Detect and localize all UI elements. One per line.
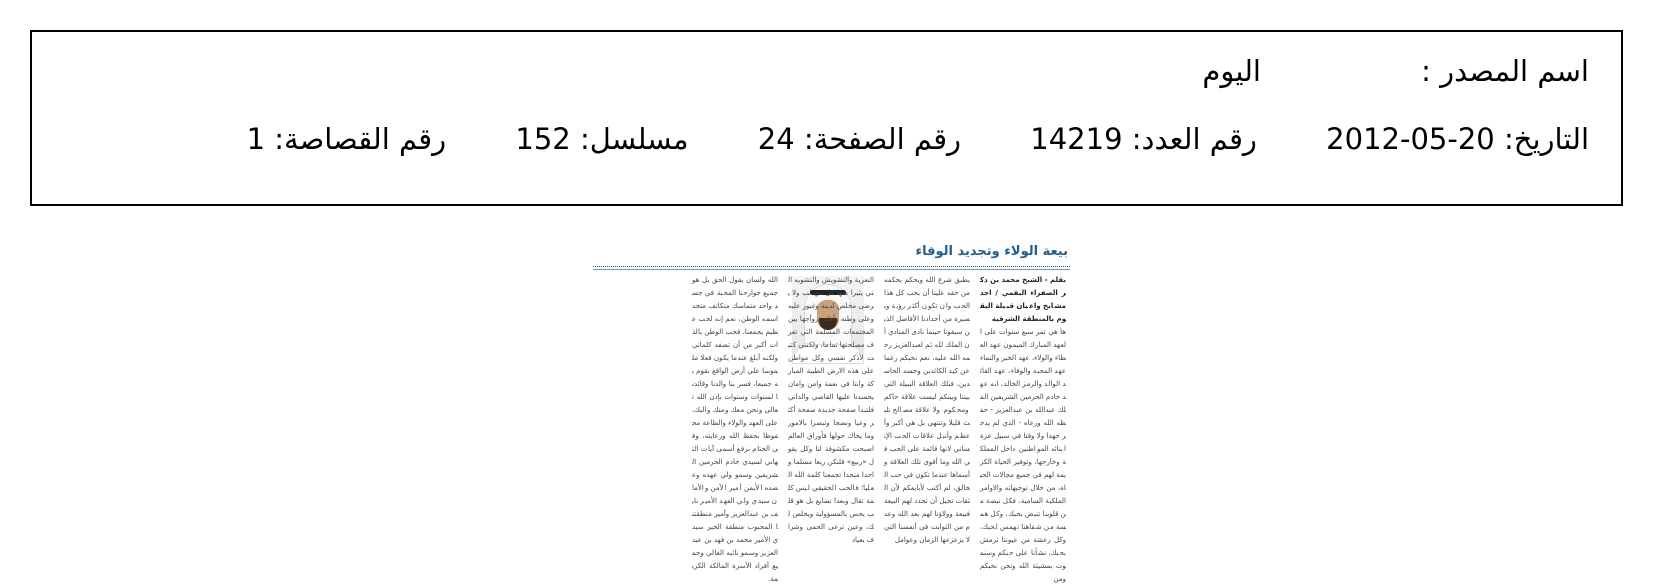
header-box [30, 30, 1623, 206]
article-column-1 [980, 274, 1066, 583]
page-field: رقم الصفحة: 24 [757, 122, 962, 156]
meta-line [247, 122, 1589, 156]
headline-rule-solid [593, 269, 1070, 270]
date-field: التاريخ: 20-05-2012 [1326, 122, 1589, 156]
article-byline: بقلم - الشيخ محمد بن ذكر الصفراء البقمي / احد مشايخ واعيان قبيلة البقوم بالمنطقة الشرقية [980, 276, 1066, 323]
headline-rule [593, 266, 1070, 267]
clip-field: رقم القصاصة: 1 [246, 122, 447, 156]
source-label: اسم المصدر : [1421, 54, 1589, 88]
serial-field: مسلسل: 152 [515, 122, 689, 156]
issue-field: رقم العدد: 14219 [1030, 122, 1257, 156]
source-value: اليوم [1202, 54, 1261, 88]
article-headline: بيعة الولاء وتجديد الوفاء [915, 244, 1068, 259]
article-column-3: التعرية والتشويش والتشويه التي يثيرا منها كل ذي لب ولا يرضى مخلص لدينه وغيور عليه وعلى وطنه وأهله بروأجها بين المجتمعات المسلمة التي تعرف مصلحتها تماما، ولكنني كتبت لأذكر نفسي وكل مواطن على هذه الارض الطيبة المباركة وانتا في نعمة وامن وامان يحسدنا عليها القاصي والداني فلتبدأ صفحة جديدة صفحة أكثر وعيا ونضجا وتبصرا بالامور وما يحاك حولها فأوراق العالم اصبحت مكشوفة لنا وكل يقول «ربيع» فلنكن ربعا مسلما واحدا متحدا تجمعنا كلمة الله العليا؛ فالحب الحقيقي ليس كلمة تقال وبعدا تضايع بل هو قلب يحس بالمسؤولية ويخلص لك، وعين ترعى الحمى وشراف بعياد [788, 276, 874, 544]
newspaper-clipping [583, 242, 1078, 583]
column-1-text: ها هي تمر سبع سنوات على العهد المبارك الميمون عهد العطاء والولاء، عهد الخير والنماء عهد المحبة والوفاء، عهد القائد الوالد والرمز الخالد، انه عهد خادم الحرمين الشريفين الملك عبدالله بن عبدالعزيز - حفظه الله ورعاه - الذي لم يدخر جهدا ولا وقتا في سبيل عزة ابنائه المواطنين داخل المملكة وخارجها، وتوفير الحياة الكريمة لهم في جميع مجالات الحياة، من خلال توجيهاته والاوامر الملكية السامية، فكل نبضة من قلوبنا تنبض بحبك، وكل همسة من شفاهنا تهمس لحبك، وكل رعشة من عيوننا ترمش بحبك، نشأنا على حبكم وسنموت بمشيئة الله ونحن نحبكم ومن [980, 328, 1066, 583]
source-line [1202, 54, 1589, 88]
article-column-2: يطبق شرع الله ويحكم بحكمه من حقه علينا أن يحب كل هذا الحب وان تكون أكثر رؤية وبصيرة من أجدادنا الأفاضل الذين سبقونا حينما نادى المنادي أن الملك لله ثم لعبدالعزيز رحمه الله عليه، نعم نحبكم رغما عن كيد الكائدين وحسد الحاسدين، فتلك العلاقة النبيلة التي بيننا وبينكم ليست علاقة حاكم ومحكوم ولا علاقة مصالح تلبث قليلا وتنتهي بل هي أكبر وأعظم وأنبل علاقات الحب الإنساني لانها قائمة على الحب في الله وما أقوى تلك العلاقة وأسماها عندما تكون في حب الخالق، لم أكتب لأبايعكم لأن الثقات تجيل أن تجدد لهم البيعة فبيعة وولاؤنا لهم بعد الله وعدم من الثوابت في أنفسنا التي لا يزعزعها الزمان وعوامل [884, 276, 970, 544]
article-column-4: الله ولسان يقول الحق بل هو جميع جوارحنا المحبة في جسد واحد متماسك متكاتف متحد اسمه الوطن، نعم إنه لحب عظيم يجمعنا، فحب الوطن بالذات أكبر من أن تصفه كلماتي ولكنه أبلغ عندما يكون فعلا ملموسا على أرض الواقع نقوم به جميعا، فسر بنا والدنا وقائدنا لسنوات وسنوات بإذن الله تعالى ونحن معك ومنك والبك، على العهد والولاء والطاعة محفوظا بحفظ الله ورعايته، وفي الختام نرفع أسمى آيات التهاني لسيدي خادم الحرمين الشريفين وسمو ولي عهده وعضده الأيمن أمير الأمن والأمان سيدي ولي العهد الأمير نايف بن عبدالعزيز وأمير منطقتنا المحبوب منطقة الخير سيدي الأمير محمد بن فهد بن عبدالعزيز وسمو نائبه الغالي وجميع أفراد الأسرة المالكة الكريمة. [692, 276, 778, 583]
